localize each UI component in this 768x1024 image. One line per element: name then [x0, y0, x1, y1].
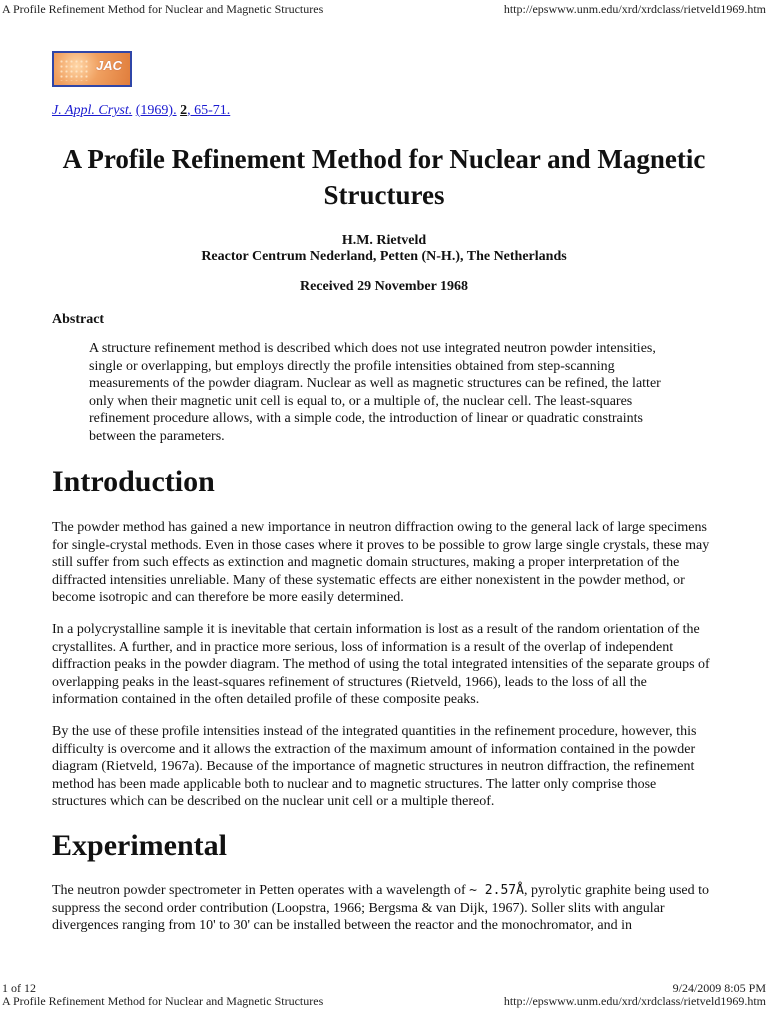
intro-paragraph-2: In a polycrystalline sample it is inevitable that certain information is lost as a result of the random orientation of the crystallites. A further, and in practice more serious, loss of information is a result of the overlap of independent diffraction peaks in the powder diagram. The method of using the total integrated intensities of the separate groups of overlapping peaks in the least-squares refinement of structures (Rietveld, 1966), leads to the loss of all the information contained in the often detailed profile of these composite peaks. — [52, 622, 710, 707]
intro-paragraph-3: By the use of these profile intensities instead of the integrated quantities in the refinement procedure, however, this difficulty is overcome and it allows the extraction of the maximum amount of information contained in the powder diagram (Rietveld, 1967a). Because of the importance of magnetic structures in neutron diffraction, the refinement method has been made applicable both to nuclear and to magnetic structures. The latter only comprise those structures which can be described on the nuclear unit cell or a multiple thereof. — [52, 724, 697, 809]
citation-link[interactable] — [52, 103, 230, 119]
received-date: Received 29 November 1968 — [299, 279, 469, 294]
logo-text: JAC — [95, 58, 122, 73]
print-datetime: 9/24/2009 8:05 PM — [672, 981, 766, 995]
jac-logo[interactable] — [52, 51, 132, 87]
experimental-paragraph-1 — [52, 882, 714, 935]
experimental-text-start: The neutron powder spectrometer in Petten operates with a wavelength of — [52, 883, 470, 898]
abstract-heading: Abstract — [52, 312, 105, 327]
author: H.M. Rietveld — [341, 233, 427, 248]
wavelength-image: ~ 2.57Å — [469, 883, 524, 898]
introduction-heading: Introduction — [52, 465, 215, 498]
citation-pages[interactable]: , 65-71. — [187, 103, 231, 118]
citation-journal[interactable]: J. Appl. Cryst. — [52, 103, 133, 118]
intro-paragraph-1: The powder method has gained a new importance in neutron diffraction owing to the general lack of large specimens for single-crystal methods. Even in those cases where it proves to be possible to grow large single crystals, these may still suffer from such effects as extinction and magnetic domain structures, making a proper interpretation of the diffracted intensities unreliable. Many of these systematic effects are either nonexistent in the powder method, or become isotropic and can therefore be more easily determined. — [52, 520, 710, 605]
logo-pattern — [59, 59, 89, 81]
citation-year[interactable]: (1969). — [135, 103, 177, 118]
print-header-url: http://epswww.unm.edu/xrd/xrdclass/rietveld1969.htm — [503, 2, 766, 16]
print-footer-title: A Profile Refinement Method for Nuclear and Magnetic Structures — [2, 994, 324, 1008]
page-number: 1 of 12 — [2, 981, 36, 995]
abstract-text: A structure refinement method is described which does not use integrated neutron powder intensities, single or overlapping, but employs directly the profile intensities obtained from step-scanning measurements of the powder diagram. Nuclear as well as magnetic structures can be refined, the latter only when their magnetic unit cell is equal to, or a multiple of, the nuclear cell. The least-squares refinement procedure allows, with a simple code, the introduction of linear or quadratic constraints between the parameters. — [89, 341, 661, 444]
citation-volume[interactable]: 2 — [180, 103, 188, 118]
print-footer-url: http://epswww.unm.edu/xrd/xrdclass/rietveld1969.htm — [503, 994, 766, 1008]
experimental-text-end: , pyrolytic graphite being used to suppress the second order contribution (Loopstra, 1966; Bergsma & van Dijk, 1967). Soller slits with angular divergences ranging from 10' to 30' can be installed between the reactor and the monochromator, and in — [52, 883, 710, 933]
paper-title: A Profile Refinement Method for Nuclear and Magnetic Structures — [62, 144, 706, 210]
print-header-title: A Profile Refinement Method for Nuclear and Magnetic Structures — [2, 2, 324, 16]
affiliation: Reactor Centrum Nederland, Petten (N-H.), The Netherlands — [201, 249, 567, 264]
experimental-heading: Experimental — [52, 829, 227, 862]
